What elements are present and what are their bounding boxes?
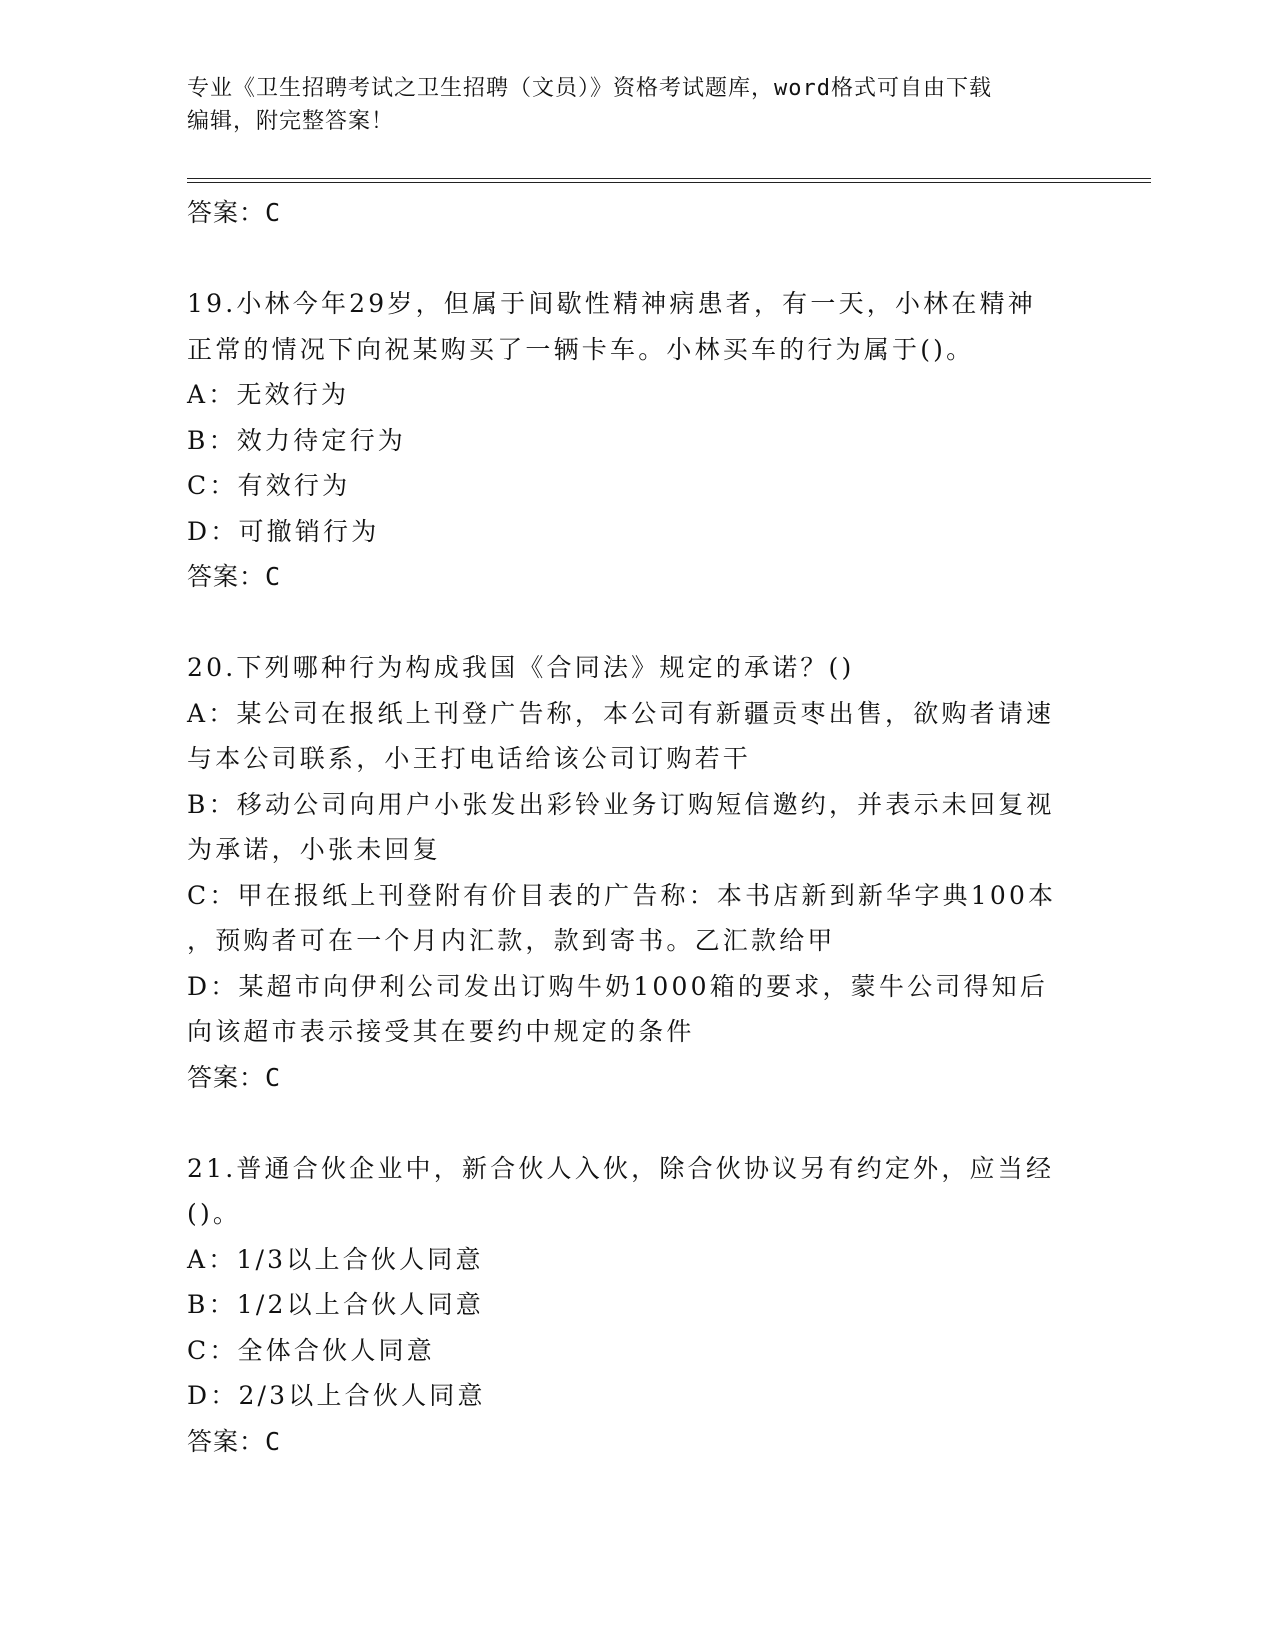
- answer-line: 答案：C: [187, 1062, 282, 1092]
- option-d: D：2/3以上合伙人同意: [187, 1381, 486, 1410]
- previous-answer: 答案：C: [187, 198, 282, 227]
- question-stem-line: ()。: [187, 1199, 242, 1228]
- option-a: A：无效行为: [187, 380, 350, 409]
- option-d-continued: 向该超市表示接受其在要约中规定的条件: [187, 1017, 695, 1046]
- option-b: B：移动公司向用户小张发出彩铃业务订购短信邀约，并表示未回复视: [187, 789, 1055, 819]
- spacer: [187, 236, 1067, 282]
- question-20: [187, 645, 1067, 1100]
- spacer: [187, 600, 1067, 646]
- option-c: C：甲在报纸上刊登附有价目表的广告称：本书店新到新华字典100本: [187, 880, 1057, 910]
- document-header: [187, 72, 1067, 138]
- option-c: C：全体合伙人同意: [187, 1335, 435, 1365]
- spacer: [187, 1100, 1067, 1146]
- option-a: A：1/3以上合伙人同意: [187, 1244, 484, 1274]
- header-divider-top: [187, 178, 1151, 179]
- question-stem-line: 21.普通合伙企业中，新合伙人入伙，除合伙协议另有约定外，应当经: [187, 1153, 1055, 1183]
- answer-line: 答案：C: [187, 1426, 282, 1456]
- question-stem-line: 正常的情况下向祝某购买了一辆卡车。小林买车的行为属于()。: [187, 334, 975, 364]
- option-a: A：某公司在报纸上刊登广告称，本公司有新疆贡枣出售，欲购者请速: [187, 698, 1055, 728]
- question-list: [187, 190, 1067, 1464]
- option-d: D：可撤销行为: [187, 516, 380, 546]
- option-b: B：效力待定行为: [187, 425, 406, 455]
- question-stem-line: 20.下列哪种行为构成我国《合同法》规定的承诺？(): [187, 653, 855, 682]
- answer-line: 答案：C: [187, 562, 282, 591]
- option-d: D：某超市向伊利公司发出订购牛奶1000箱的要求，蒙牛公司得知后: [187, 971, 1049, 1001]
- option-c: C：有效行为: [187, 471, 351, 500]
- option-c-continued: ，预购者可在一个月内汇款，款到寄书。乙汇款给甲: [187, 926, 836, 955]
- option-b-continued: 为承诺，小张未回复: [187, 835, 441, 864]
- question-stem-line: 19.小林今年29岁，但属于间歇性精神病患者，有一天，小林在精神: [187, 289, 1036, 318]
- header-divider-bottom: [187, 182, 1151, 183]
- question-19: [187, 281, 1067, 600]
- header-line-1: 专业《卫生招聘考试之卫生招聘（文员）》资格考试题库，word格式可自由下载: [187, 76, 992, 101]
- option-b: B：1/2以上合伙人同意: [187, 1290, 485, 1319]
- question-21: [187, 1146, 1067, 1465]
- header-line-2: 编辑，附完整答案！: [187, 109, 395, 134]
- option-a-continued: 与本公司联系，小王打电话给该公司订购若干: [187, 744, 752, 773]
